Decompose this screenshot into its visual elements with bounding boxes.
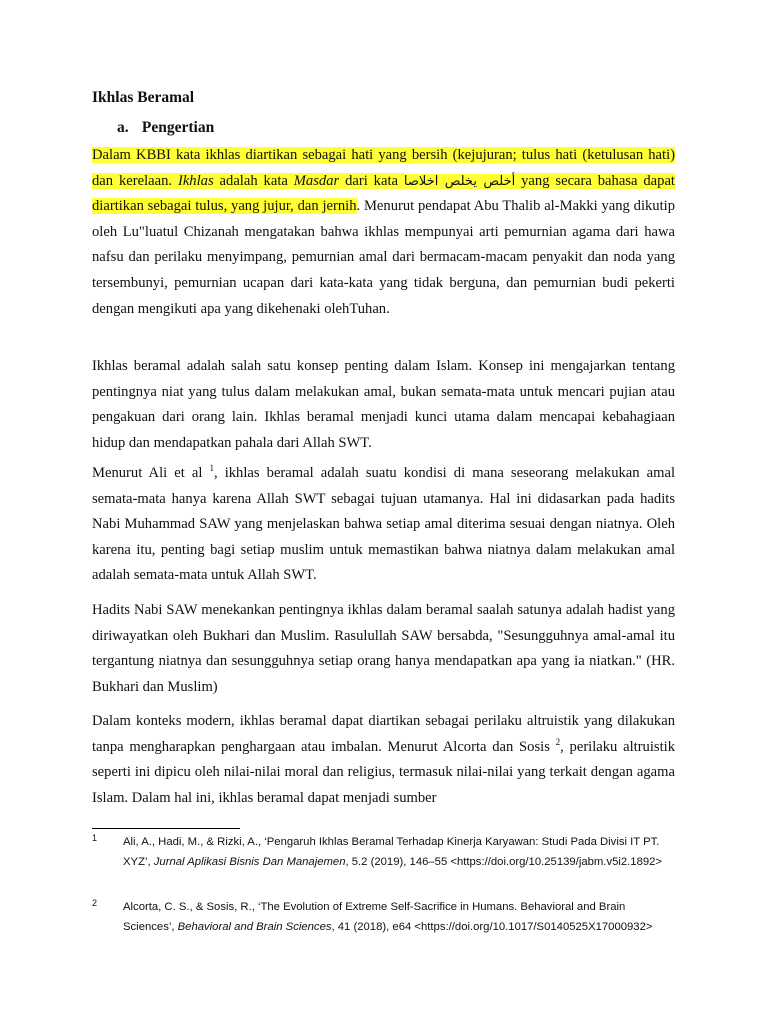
footnote-ref[interactable]: 2 xyxy=(555,736,561,747)
paragraph-ali xyxy=(92,461,675,589)
page-title: Ikhlas Beramal xyxy=(92,89,195,106)
highlighted-text: Dalam KBBI kata ikhlas diartikan sebagai hati yang bersih (kejujuran; tulus hati (ketulusan hati) dan kerelaan. xyxy=(92,147,675,189)
highlighted-text: adalah kata xyxy=(213,172,294,189)
paragraph-modern xyxy=(92,709,675,811)
body-text: Dalam konteks modern, ikhlas beramal dapat diartikan sebagai perilaku altruistik yang dilakukan tanpa mengharapkan penghargaan atau imbalan. Menurut Alcorta dan Sosis xyxy=(92,713,675,755)
footnote-number: 1 xyxy=(92,833,98,843)
footnote-ref[interactable]: 1 xyxy=(209,463,214,473)
section-label: Pengertian xyxy=(141,119,215,136)
section-number: a. xyxy=(117,119,129,136)
highlighted-text: dari kata xyxy=(339,172,404,189)
arabic-text: أخلص يخلص اخلاصا xyxy=(403,173,516,189)
paragraph-concept: Ikhlas beramal adalah salah satu konsep penting dalam Islam. Konsep ini mengajarkan tentang pentingnya niat yang tulus dalam melakukan amal, bukan semata-mata untuk mencari pujian atau pengakuan dari orang lain. Ikhlas beramal menjadi kunci utama dalam mencapai kebahagiaan hidup dan mendapatkan pahala dari Allah SWT. xyxy=(92,358,675,451)
highlighted-italic-term: Ikhlas xyxy=(177,172,214,189)
footnote-text: Alcorta, C. S., & Sosis, R., ‘The Evolution of Extreme Self-Sacrifice in Humans. Behavioral and Brain Sciences’, Behavioral and Brain Sciences, 41 (2018), e64 <https://doi.org/10.1017/S0140525X17000932> xyxy=(123,901,653,933)
body-text: Menurut Ali et al xyxy=(92,465,210,481)
body-text: , ikhlas beramal adalah suatu kondisi di mana seseorang melakukan amal semata-mata hanya karena Allah SWT sebagai tujuan utamanya. Hal ini didasarkan pada hadits Nabi Muhammad SAW yang menjelaskan bahwa setiap amal diterima sesuai dengan niatnya. Oleh karena itu, penting bagi setiap muslim untuk memastikan bahwa niatnya dalam melakukan amal adalah semata-mata untuk Allah SWT. xyxy=(92,465,676,584)
section-heading xyxy=(117,119,214,137)
highlighted-text: yang secara bahasa dapat diartikan sebagai tulus, yang jujur, dan jernih xyxy=(92,172,675,215)
footnote-number: 2 xyxy=(92,898,98,908)
highlighted-italic-term: Masdar xyxy=(293,172,340,189)
footnote-2 xyxy=(92,898,675,937)
footnote-separator xyxy=(92,828,240,829)
paragraph-definition xyxy=(92,143,675,322)
body-text: . Menurut pendapat Abu Thalib al-Makki yang dikutip oleh Lu"luatul Chizanah mengatakan bahwa ikhlas mempunyai arti pemurnian agama dari hawa nafsu dan perilaku menyimpang, pemurnian amal dari bermacam-macam penyakit dan noda yang tersembunyi, pemurnian ucapan dari kata-kata yang tidak berguna, dan pemurnian budi pekerti dengan mengikuti apa yang dikehenaki olehTuhan. xyxy=(92,198,675,317)
paragraph-hadith: Hadits Nabi SAW menekankan pentingnya ikhlas dalam beramal saalah satunya adalah hadist yang diriwayatkan oleh Bukhari dan Muslim. Rasulullah SAW bersabda, "Sesungguhnya amal-amal itu tergantung niatnya dan sesungguhnya setiap orang hanya mendapatkan apa yang ia niatkan." (HR. Bukhari dan Muslim) xyxy=(92,602,675,695)
footnote-1 xyxy=(92,833,675,872)
footnote-text: Ali, A., Hadi, M., & Rizki, A., ‘Pengaruh Ikhlas Beramal Terhadap Kinerja Karyawan: Studi Pada Divisi IT PT. XYZ’, Jurnal Aplikasi Bisnis Dan Manajemen, 5.2 (2019), 146–55 <https://doi.org/10.25139/jabm.v5i2.1892> xyxy=(123,836,663,868)
body-text: , perilaku altruistik seperti ini dipicu oleh nilai-nilai moral dan religius, termasuk nilai-nilai yang terkait dengan agama Islam. Dalam hal ini, ikhlas beramal dapat menjadi sumber xyxy=(92,738,675,806)
